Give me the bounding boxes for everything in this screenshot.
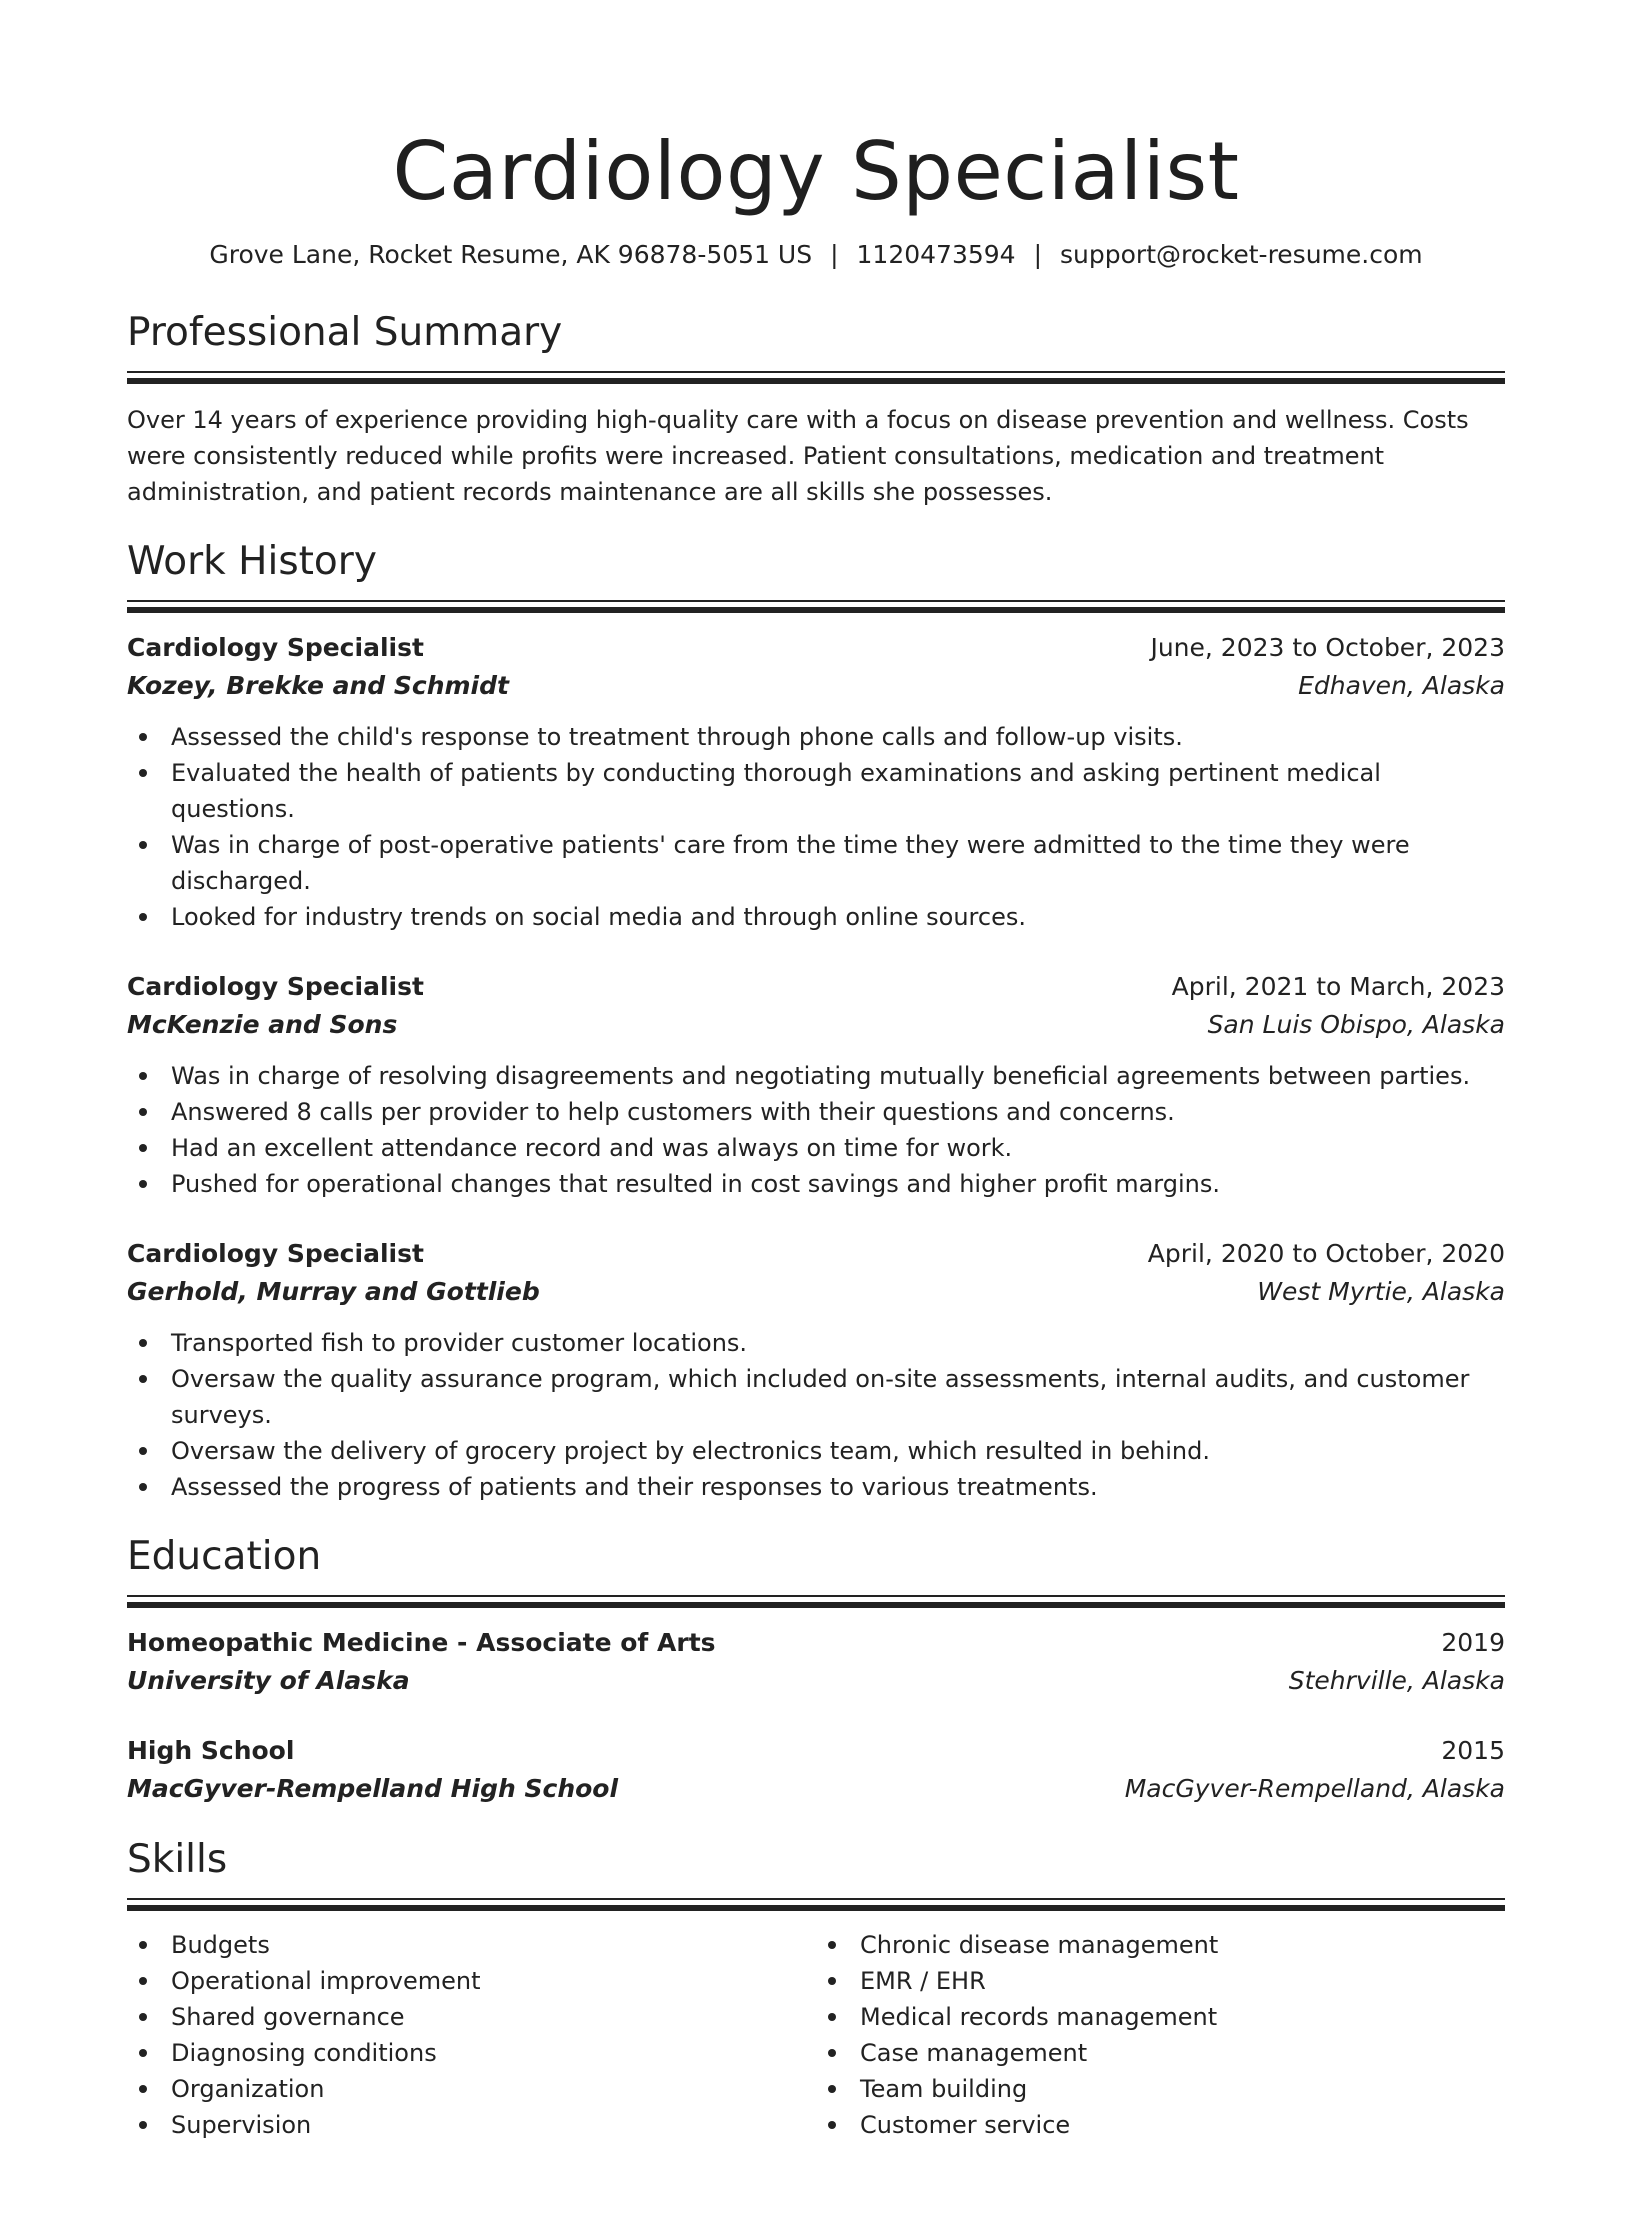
list-item: Was in charge of resolving disagreements and negotiating mutually beneficial agreements between parties. — [127, 1058, 1505, 1094]
skill-item: Team building — [816, 2071, 1505, 2107]
job-entry — [127, 629, 1505, 935]
resume-page — [0, 124, 1632, 2236]
list-item: Oversaw the quality assurance program, which included on-site assessments, internal audits, and customer surveys. — [127, 1361, 1505, 1433]
education-school: University of Alaska — [127, 1666, 410, 1695]
contact-separator: | — [1033, 240, 1043, 269]
list-item: Oversaw the delivery of grocery project by electronics team, which resulted in behind. — [127, 1433, 1505, 1469]
job-bullets — [127, 1325, 1505, 1505]
education-degree: Homeopathic Medicine - Associate of Arts — [127, 1628, 716, 1657]
skill-item: Organization — [127, 2071, 816, 2107]
education-year: 2019 — [1441, 1628, 1505, 1657]
list-item: Looked for industry trends on social media and through online sources. — [127, 899, 1505, 935]
list-item: Pushed for operational changes that resulted in cost savings and higher profit margins. — [127, 1166, 1505, 1202]
section-divider — [127, 371, 1505, 384]
contact-separator: | — [830, 240, 839, 269]
education-school: MacGyver-Rempelland High School — [127, 1774, 619, 1803]
job-dates: June, 2023 to October, 2023 — [1150, 633, 1505, 662]
work-section — [127, 538, 1505, 1505]
job-header-row — [127, 968, 1505, 1006]
job-header-row — [127, 1235, 1505, 1273]
section-title: Skills — [127, 1837, 228, 1882]
skill-item: Supervision — [127, 2107, 816, 2143]
contact-address: Grove Lane, Rocket Resume, AK 96878-5051 US — [209, 240, 813, 269]
job-bullets — [127, 719, 1505, 935]
skills-right-column — [816, 1927, 1505, 2143]
skill-item: EMR / EHR — [816, 1963, 1505, 1999]
skills-columns — [127, 1927, 1505, 2143]
contact-line — [127, 238, 1505, 272]
list-item: Transported fish to provider customer locations. — [127, 1325, 1505, 1361]
list-item: Assessed the child's response to treatment through phone calls and follow-up visits. — [127, 719, 1505, 755]
job-location: San Luis Obispo, Alaska — [1207, 1010, 1505, 1039]
job-dates: April, 2020 to October, 2020 — [1147, 1239, 1505, 1268]
list-item: Answered 8 calls per provider to help customers with their questions and concerns. — [127, 1094, 1505, 1130]
job-company: Gerhold, Murray and Gottlieb — [127, 1277, 540, 1306]
resume-name: Cardiology Specialist — [392, 125, 1240, 218]
list-item: Had an excellent attendance record and was always on time for work. — [127, 1130, 1505, 1166]
job-bullets — [127, 1058, 1505, 1202]
list-item: Assessed the progress of patients and their responses to various treatments. — [127, 1469, 1505, 1505]
section-divider — [127, 600, 1505, 613]
education-school-row — [127, 1662, 1505, 1700]
contact-phone: 1120473594 — [856, 240, 1016, 269]
skills-left-column — [127, 1927, 816, 2143]
job-entry — [127, 1235, 1505, 1505]
job-title: Cardiology Specialist — [127, 972, 424, 1001]
summary-text: Over 14 years of experience providing high-quality care with a focus on disease prevention and wellness. Costs were consistently reduced while profits were increased. Patient consultations, medication and treatment administration, and patient records maintenance are all skills she possesses. — [127, 406, 1469, 506]
education-year: 2015 — [1441, 1736, 1505, 1765]
skill-item: Diagnosing conditions — [127, 2035, 816, 2071]
list-item: Was in charge of post-operative patients' care from the time they were admitted to the time they were discharged. — [127, 827, 1505, 899]
job-title: Cardiology Specialist — [127, 1239, 424, 1268]
education-entry — [127, 1732, 1505, 1808]
education-location: Stehrville, Alaska — [1288, 1666, 1505, 1695]
job-location: Edhaven, Alaska — [1298, 671, 1505, 700]
job-header-row — [127, 629, 1505, 667]
list-item: Evaluated the health of patients by conducting thorough examinations and asking pertinent medical questions. — [127, 755, 1505, 827]
section-title: Work History — [127, 539, 377, 584]
skill-item: Operational improvement — [127, 1963, 816, 1999]
education-header-row — [127, 1732, 1505, 1770]
summary-section — [127, 309, 1505, 510]
skill-item: Customer service — [816, 2107, 1505, 2143]
job-location: West Myrtie, Alaska — [1257, 1277, 1505, 1306]
skill-item: Case management — [816, 2035, 1505, 2071]
contact-email[interactable]: support@rocket-resume.com — [1060, 240, 1423, 269]
job-company-row — [127, 1273, 1505, 1311]
education-entry — [127, 1624, 1505, 1700]
job-company: Kozey, Brekke and Schmidt — [127, 671, 509, 700]
job-dates: April, 2021 to March, 2023 — [1171, 972, 1505, 1001]
section-title: Education — [127, 1534, 322, 1579]
skill-item: Shared governance — [127, 1999, 816, 2035]
education-section — [127, 1533, 1505, 1808]
job-company-row — [127, 667, 1505, 705]
skill-item: Budgets — [127, 1927, 816, 1963]
education-school-row — [127, 1770, 1505, 1808]
section-divider — [127, 1595, 1505, 1608]
education-header-row — [127, 1624, 1505, 1662]
section-divider — [127, 1898, 1505, 1911]
section-title: Professional Summary — [127, 310, 563, 355]
skills-section — [127, 1836, 1505, 2143]
skill-item: Medical records management — [816, 1999, 1505, 2035]
skill-item: Chronic disease management — [816, 1927, 1505, 1963]
job-company: McKenzie and Sons — [127, 1010, 398, 1039]
job-entry — [127, 968, 1505, 1202]
job-company-row — [127, 1006, 1505, 1044]
job-title: Cardiology Specialist — [127, 633, 424, 662]
education-degree: High School — [127, 1736, 295, 1765]
education-location: MacGyver-Rempelland, Alaska — [1124, 1774, 1505, 1803]
